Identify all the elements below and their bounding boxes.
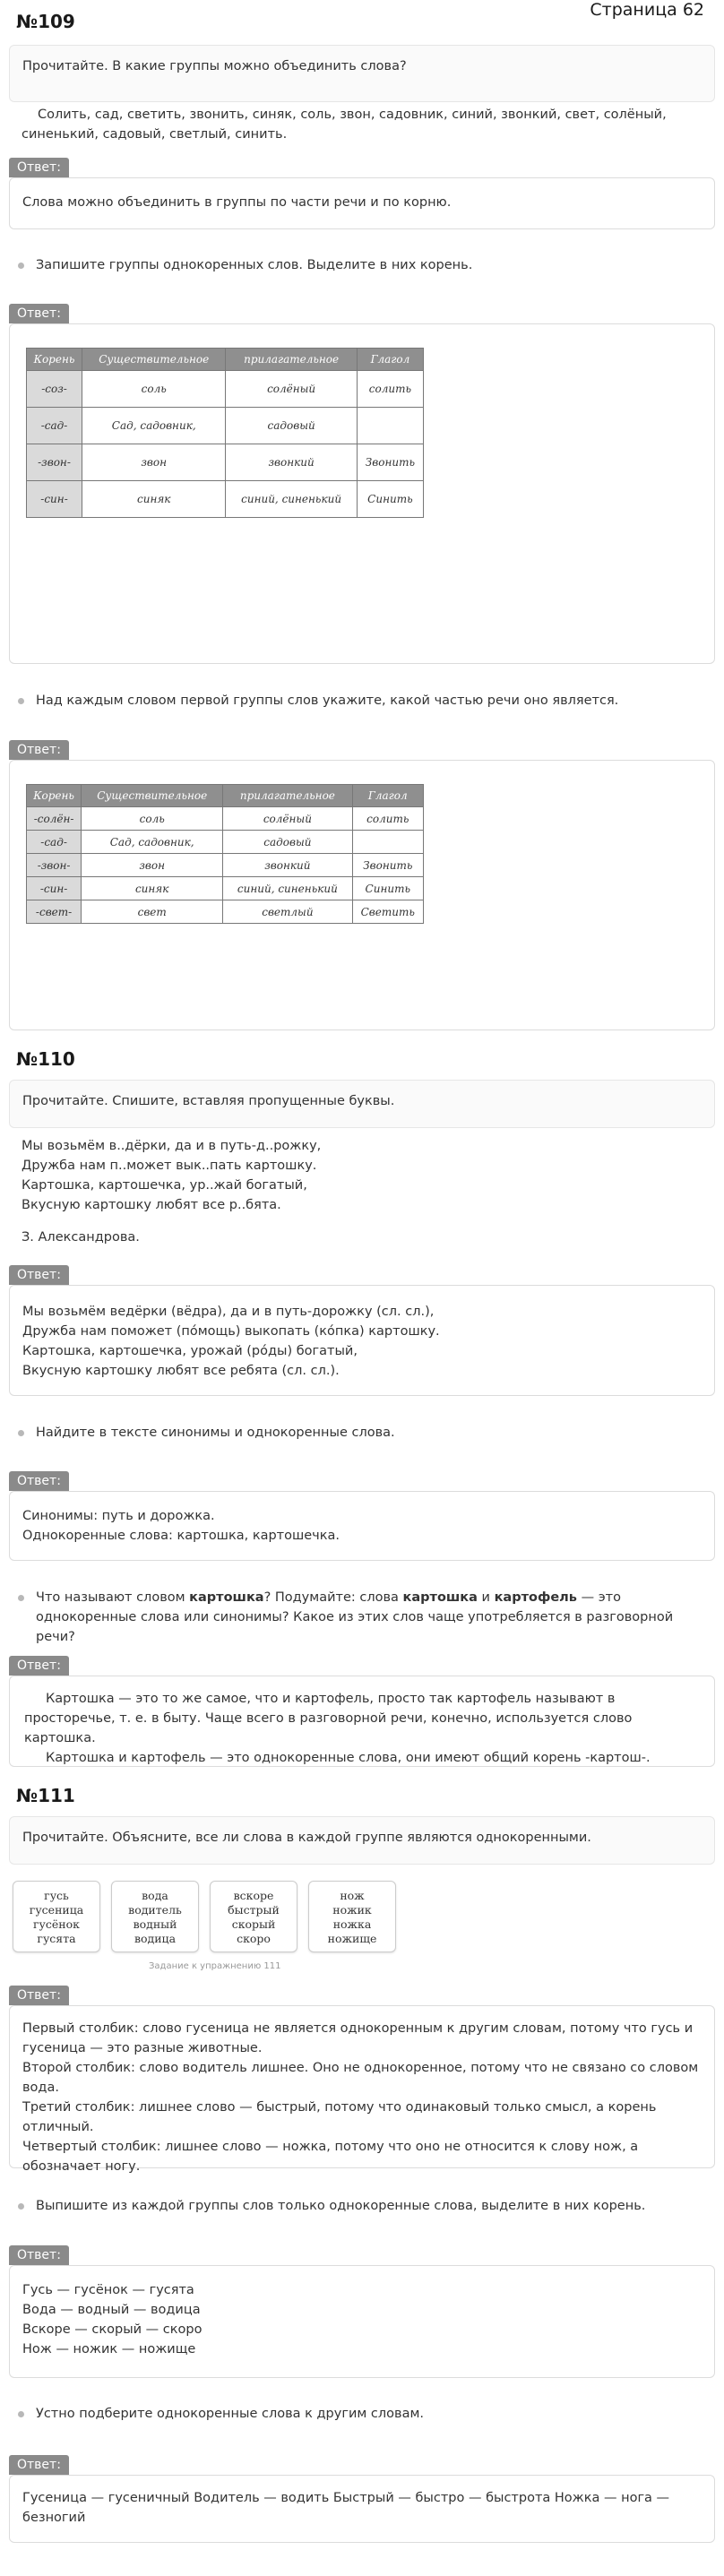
answer-label: Ответ: [9,1986,69,2005]
cognate-row: Гусь — гусёнок — гусята [22,2283,194,2297]
root-cell: -свет- [27,900,82,924]
table-header-cell: Корень [27,349,82,371]
word-card [13,1881,100,1952]
answer-label: Ответ: [9,2245,69,2265]
card-word: скоро [237,1932,271,1945]
word-cell: звон [82,444,226,481]
answer-line: Второй столбик: слово водитель лишнее. Оно не однокоренное, потому что не связано со словом вода. [22,2061,699,2095]
word-cell: Звонить [352,854,423,877]
table-header-cell: Существительное [82,349,226,371]
bullet-text: и [477,1590,495,1605]
word-cell: Светить [352,900,423,924]
bullet-111-2-text: Устно подберите однокоренные слова к другим словам. [36,2407,425,2421]
task-111-box [9,1816,715,1865]
answer-label: Ответ: [9,1265,69,1285]
table-header-cell: прилагательное [223,785,352,807]
answer-poem-line: Картошка, картошечка, урожай (рóды) богатый, [22,1344,358,1358]
table-row [27,371,424,408]
cognates-line: Однокоренные слова: картошка, картошечка. [22,1529,340,1543]
root-cell: -сад- [27,831,82,854]
card-word: водитель [128,1903,182,1917]
task-109-words [22,105,711,144]
answer-109-1-text: Слова можно объединить в группы по части речи и по корню. [22,195,452,210]
card-word: скорый [231,1917,276,1931]
card-word: быстрый [228,1903,280,1917]
card-word: нож [340,1889,365,1902]
card-word: водица [134,1932,177,1945]
word-cell: звонкий [226,444,357,481]
table-header-cell: Существительное [82,785,223,807]
word-card [111,1881,199,1952]
word-cell: солёный [226,371,357,408]
bullet-111-2 [14,2404,713,2424]
bullet-bold-word: картошка [402,1590,478,1605]
card-word: гусеница [29,1903,84,1917]
word-cell: синий, синенький [223,877,352,900]
roots-table-2 [26,784,424,924]
root-cell: -сад- [27,408,82,444]
bullet-110-1-text: Найдите в тексте синонимы и однокоренные слова. [36,1426,395,1440]
bullet-text: — это однокоренные слова или синонимы? Какое из этих слов чаще употребляется в разговорной речи? [36,1590,674,1644]
poem-line: Картошка, картошечка, ур..жай богатый, [22,1178,307,1193]
table-header-cell: Корень [27,785,82,807]
table-row [27,444,424,481]
bullet-110-1 [14,1423,713,1443]
task-110-text: Прочитайте. Спишите, вставляя пропущенные буквы. [22,1094,395,1108]
table-row [27,807,424,831]
table-row [27,900,424,924]
bullet-109-1-text: Запишите группы однокоренных слов. Выделите в них корень. [36,258,473,272]
task-110-poem [22,1136,711,1247]
word-cell: синий, синенький [226,481,357,518]
root-cell: -звон- [27,854,82,877]
word-cell [352,831,423,854]
card-word: водный [133,1917,177,1931]
word-cell: Сад, садовник, [82,831,223,854]
word-cell: садовый [223,831,352,854]
table-row [27,877,424,900]
table-row [27,481,424,518]
table-header-cell: Глагол [352,785,423,807]
cognate-row: Нож — ножик — ножище [22,2342,196,2356]
card-word: вскоре [233,1889,274,1902]
bullet-bold-word: картофель [494,1590,577,1605]
task-109-text: Прочитайте. В какие группы можно объединить слова? [22,59,407,73]
page-number: Страница 62 [590,0,704,20]
word-cell: синяк [82,877,223,900]
roots-table-1 [26,348,424,518]
table-header-cell: прилагательное [226,349,357,371]
word-cell: соль [82,807,223,831]
word-cell: соль [82,371,226,408]
card-word: гусёнок [33,1917,80,1931]
word-cell: светлый [223,900,352,924]
answer-label: Ответ: [9,304,69,323]
answer-line: Первый столбик: слово гусеница не является однокоренным к другим словам, потому что гусь и гусеница — это разные животные. [22,2021,694,2055]
answer-paragraph: Картошка — это то же самое, что и картофель, просто так картофель называют в просторечье, т. е. в быту. Чаще всего в разговорной речи, конечно, используется слово картошка. [24,1692,633,1745]
table-row [27,408,424,444]
answer-paragraph: Картошка и картофель — это однокоренные слова, они имеют общий корень -картош-. [46,1751,651,1765]
answer-109-table-box [9,323,715,664]
answer-poem-line: Мы возьмём ведёрки (вёдра), да и в путь-дорожку (сл. сл.), [22,1305,435,1319]
bullet-109-1 [14,255,713,275]
word-cell: солить [357,371,423,408]
word-cell: синяк [82,481,226,518]
answer-label: Ответ: [9,1656,69,1676]
root-cell: -соз- [27,371,82,408]
table-row [27,854,424,877]
answer-111-3 [9,2475,715,2543]
poem-line: Мы возьмём в..дёрки, да и в путь-д..рожку, [22,1139,322,1153]
answer-label: Ответ: [9,158,69,177]
bullet-text: Что называют словом [36,1590,190,1605]
word-cell: Сад, садовник, [82,408,226,444]
answer-111-1 [9,2005,715,2174]
bullet-109-2 [14,691,713,711]
answer-line: Четвертый столбик: лишнее слово — ножка, потому что оно не относится к слову нож, а обозначает ногу. [22,2140,639,2174]
answer-label: Ответ: [9,1471,69,1491]
task-110-box [9,1080,715,1128]
word-cell: свет [82,900,223,924]
exercise-109-title: №109 [16,11,75,32]
word-cell: садовый [226,408,357,444]
card-word: ножище [327,1932,377,1945]
card-word: ножка [332,1917,372,1931]
answer-label: Ответ: [9,2455,69,2475]
root-cell: -звон- [27,444,82,481]
words-line-2: синенький, садовый, светлый, синить. [22,127,288,142]
words-line-1: Солить, сад, светить, звонить, синяк, соль, звон, садовник, синий, звонкий, свет, солёный, [38,108,667,122]
card-word: вода [142,1889,168,1902]
card-word: гусята [37,1932,76,1945]
cognate-row: Вода — водный — водица [22,2303,201,2317]
table-row [27,831,424,854]
word-cell: солёный [223,807,352,831]
poem-author: З. Александрова. [22,1230,140,1245]
synonyms-line: Синонимы: путь и дорожка. [22,1509,215,1523]
word-cell: Синить [357,481,423,518]
answer-poem-line: Дружба нам поможет (пóмощь) выкопать (кóпка) картошку. [22,1324,440,1339]
bullet-text: ? Подумайте: слова [263,1590,403,1605]
root-cell: -солён- [27,807,82,831]
image-caption: Задание к упражнению 111 [149,1961,281,1971]
word-card [308,1881,396,1952]
bullet-109-2-text: Над каждым словом первой группы слов укажите, какой частью речи оно является. [36,694,619,708]
table-header-cell: Глагол [357,349,423,371]
exercise-110-title: №110 [16,1048,75,1070]
answer-label: Ответ: [9,740,69,760]
answer-110-3 [9,1676,715,1767]
poem-line: Дружба нам п..может вык..пать картошку. [22,1159,317,1173]
answer-110-1 [9,1285,715,1396]
word-cell [357,408,423,444]
answer-111-2 [9,2265,715,2378]
card-word: гусь [44,1889,69,1902]
task-109-box [9,45,715,102]
word-cell: звон [82,854,223,877]
word-cell: солить [352,807,423,831]
answer-111-3-text: Гусеница — гусеничный Водитель — водить Быстрый — быстро — быстрота Ножка — нога — безногий [22,2491,670,2525]
poem-line: Вкусную картошку любят все р..бята. [22,1198,281,1212]
task-111-text: Прочитайте. Объясните, все ли слова в каждой группе являются однокоренными. [22,1831,591,1845]
root-cell: -син- [27,481,82,518]
answer-110-2 [9,1491,715,1561]
answer-line: Третий столбик: лишнее слово — быстрый, потому что одинаковый только смысл, а корень отличный. [22,2100,657,2134]
bullet-bold-word: картошка [189,1590,264,1605]
card-word: ножик [332,1903,372,1917]
answer-109-1 [9,177,715,229]
answer-poem-line: Вкусную картошку любят все ребята (сл. сл.). [22,1364,340,1378]
word-cell: звонкий [223,854,352,877]
bullet-111-1 [14,2196,713,2216]
word-card [210,1881,297,1952]
bullet-110-2 [14,1588,713,1647]
word-cell: Звонить [357,444,423,481]
root-cell: -син- [27,877,82,900]
answer-109-table2-box [9,760,715,1030]
exercise-111-title: №111 [16,1785,75,1806]
bullet-111-1-text: Выпишите из каждой группы слов только однокоренные слова, выделите в них корень. [36,2199,646,2213]
word-cell: Синить [352,877,423,900]
cognate-row: Вскоре — скорый — скоро [22,2322,203,2337]
